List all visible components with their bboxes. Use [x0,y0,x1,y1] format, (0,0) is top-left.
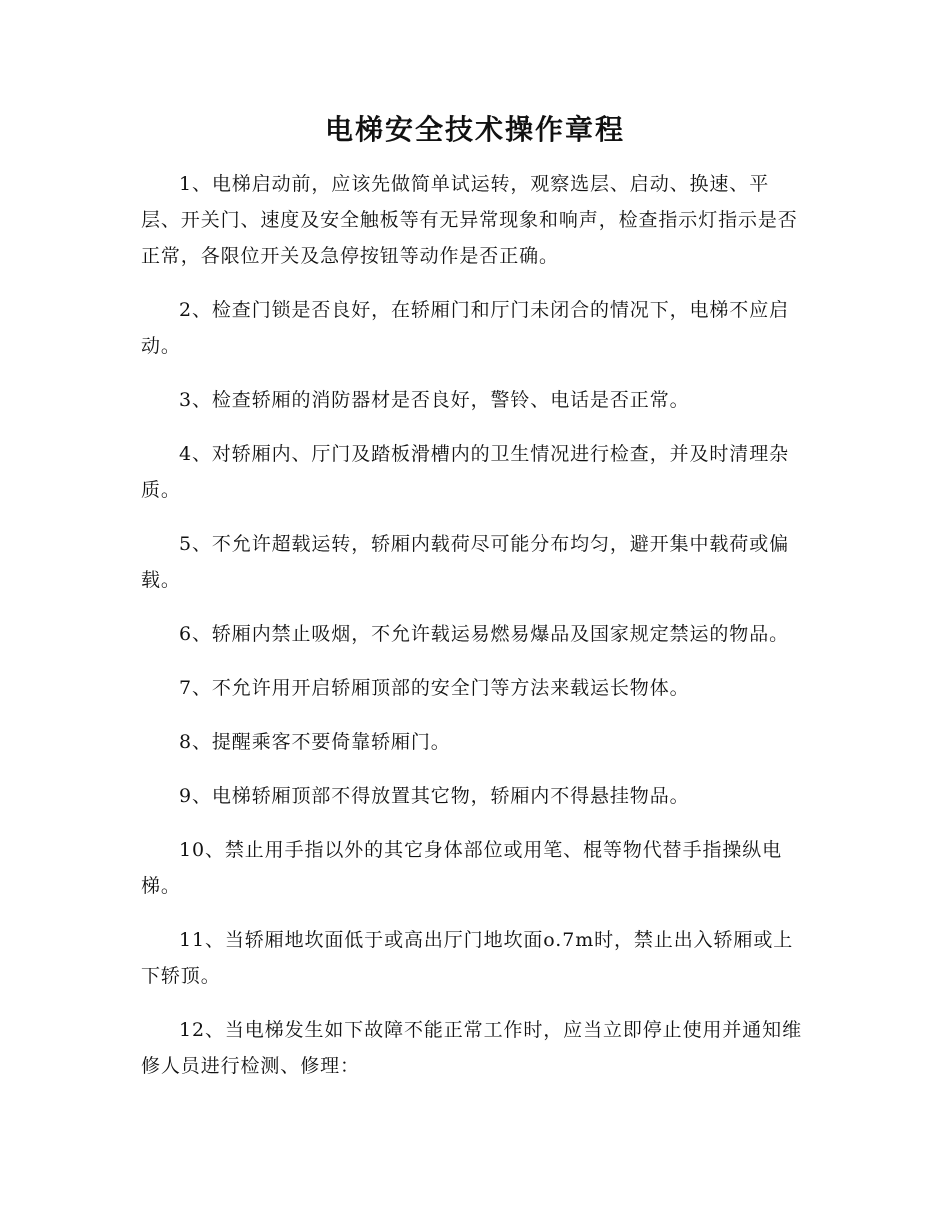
paragraph-10: 10、禁止用手指以外的其它身体部位或用笔、棍等物代替手指操纵电梯。 [141,839,783,897]
paragraph-12: 12、当电梯发生如下故障不能正常工作时，应当立即停止使用并通知维修人员进行检测、修理： [141,1019,802,1077]
paragraph-4: 4、对轿厢内、厅门及踏板滑槽内的卫生情况进行检查，并及时清理杂质。 [141,443,789,501]
paragraph-6: 6、轿厢内禁止吸烟，不允许载运易燃易爆品及国家规定禁运的物品。 [179,623,789,645]
paragraph-3: 3、检查轿厢的消防器材是否良好，警铃、电话是否正常。 [179,389,690,411]
document-body [141,166,806,1102]
paragraph-2: 2、检查门锁是否良好，在轿厢门和厅门未闭合的情况下，电梯不应启动。 [141,299,789,357]
paragraph-9: 9、电梯轿厢顶部不得放置其它物，轿厢内不得悬挂物品。 [179,785,690,807]
paragraph-7: 7、不允许用开启轿厢顶部的安全门等方法来载运长物体。 [179,677,690,699]
paragraph-8: 8、提醒乘客不要倚靠轿厢门。 [179,731,451,753]
paragraph-1: 1、电梯启动前，应该先做简单试运转，观察选层、启动、换速、平层、开关门、速度及安全触板等有无异常现象和响声，检查指示灯指示是否正常，各限位开关及急停按钮等动作是否正确。 [141,173,798,267]
document-title: 电梯安全技术操作章程 [324,113,625,146]
paragraph-11: 11、当轿厢地坎面低于或高出厅门地坎面o.7m时，禁止出入轿厢或上下轿顶。 [141,929,794,987]
paragraph-5: 5、不允许超载运转，轿厢内载荷尽可能分布均匀，避开集中载荷或偏载。 [141,533,789,591]
